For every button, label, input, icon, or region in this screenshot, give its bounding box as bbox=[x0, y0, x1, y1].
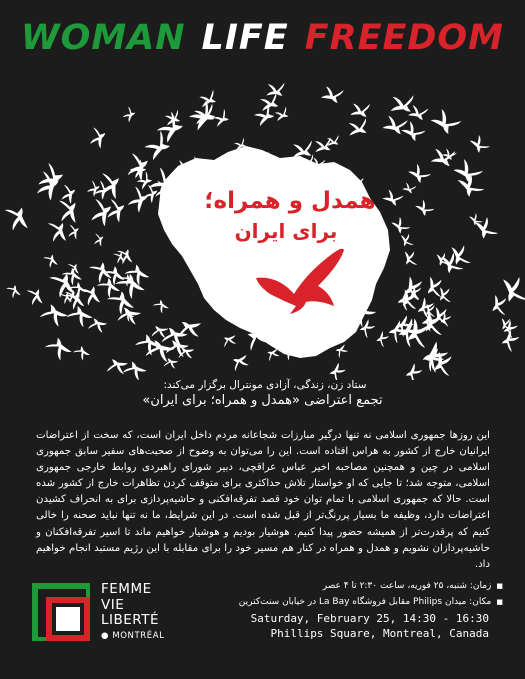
flying-dove-icon bbox=[469, 133, 491, 155]
flying-dove-icon bbox=[401, 234, 414, 247]
flying-dove-icon bbox=[57, 183, 79, 205]
logo-line3: LIBERTÉ bbox=[101, 612, 159, 628]
flying-dove-icon bbox=[43, 254, 58, 269]
flying-dove-icon bbox=[106, 356, 130, 380]
flying-dove-icon bbox=[429, 104, 463, 138]
detail-place: ■ مکان: میدان Philips مقابل فروشگاه La Bay در خیابان سنت‌کترین bbox=[238, 597, 503, 607]
flying-dove-icon bbox=[335, 344, 349, 358]
flying-dove-icon bbox=[437, 286, 454, 303]
event-details bbox=[203, 578, 503, 610]
logo-line2: VIE bbox=[101, 596, 125, 613]
headline-woman: WOMAN bbox=[20, 18, 186, 58]
flying-dove-icon bbox=[6, 284, 21, 299]
flying-dove-icon bbox=[94, 171, 124, 201]
flying-dove-icon bbox=[134, 331, 162, 359]
logo-city: ● MONTRÉAL bbox=[101, 630, 165, 641]
flying-dove-icon bbox=[141, 130, 172, 161]
hero-illustration bbox=[0, 62, 525, 380]
flying-dove-icon bbox=[64, 224, 81, 241]
flying-dove-icon bbox=[85, 197, 116, 228]
flying-dove-icon bbox=[84, 180, 102, 198]
flying-dove-icon bbox=[46, 222, 67, 243]
flying-dove-icon bbox=[177, 317, 203, 343]
headline-freedom: FREEDOM bbox=[304, 18, 505, 58]
flying-dove-icon bbox=[319, 81, 345, 107]
organizer-line: ستاد زن، زندگی، آزادی مونترال برگزار می‌کند: bbox=[163, 379, 367, 391]
flying-dove-icon bbox=[503, 277, 525, 302]
flying-dove-icon bbox=[474, 215, 498, 239]
flying-dove-icon bbox=[38, 301, 69, 332]
flying-dove-icon bbox=[407, 100, 430, 123]
english-date: Saturday, February 25, 14:30 - 16:30 bbox=[250, 612, 489, 625]
flying-dove-icon bbox=[150, 323, 169, 342]
flying-dove-icon bbox=[152, 298, 169, 315]
flying-dove-icon bbox=[469, 212, 483, 226]
flying-dove-icon bbox=[429, 142, 457, 170]
flying-dove-icon bbox=[389, 90, 416, 117]
flying-dove-icon bbox=[54, 199, 80, 225]
flying-dove-icon bbox=[233, 355, 249, 371]
flying-dove-icon bbox=[381, 110, 410, 139]
detail-time: ■ زمان: شنبه، ۲۵ فوریه، ساعت ۲:۳۰ تا ۴ عصر bbox=[322, 581, 503, 591]
english-details bbox=[229, 611, 489, 641]
flying-dove-icon bbox=[403, 250, 419, 266]
flying-dove-icon bbox=[348, 117, 368, 137]
flying-dove-icon bbox=[44, 335, 73, 364]
flying-dove-icon bbox=[121, 358, 148, 380]
flying-dove-icon bbox=[499, 329, 524, 354]
flying-dove-icon bbox=[27, 289, 43, 305]
map-title-line1: همدل و همراه؛ bbox=[204, 188, 376, 214]
flying-dove-icon bbox=[186, 99, 218, 131]
flying-dove-icon bbox=[403, 362, 426, 380]
flying-dove-icon bbox=[199, 90, 217, 108]
flying-dove-icon bbox=[72, 344, 90, 362]
fvl-logo-text bbox=[101, 582, 165, 644]
flying-dove-icon bbox=[211, 109, 230, 128]
flying-dove-icon bbox=[452, 154, 484, 186]
flying-dove-icon bbox=[407, 160, 432, 185]
flying-dove-icon bbox=[85, 126, 109, 150]
flying-dove-icon bbox=[400, 117, 427, 144]
flying-dove-icon bbox=[223, 335, 236, 348]
flying-dove-icon bbox=[414, 197, 435, 218]
flying-dove-icon bbox=[123, 185, 152, 214]
body-paragraph: این روزها جمهوری اسلامی نه تنها درگیر مبارزات شجاعانه مردم داخل ایران است، که سخت از اعتراضات ایرانیان خارج از کشور به هراس افتاده است. این را می‌توان به وضوح از صحبت‌های سفیر سابق جمهوری اسلامی در چین و همچنین مصاحبه اخیر عباس عراقچی، دبیر شورای راهبردی روابط خارجی جمهوری اسلامی، متوجه شد؛ تا جایی که او خواستار تلاش حداکثری برای متوقف کردن تظاهرات خارج از کشور شده است. حالا که جمهوری اسلامی با تمام توان خود قصد تفرقه‌افکنی و حاشیه‌پردازی برای به انحراف کشیدن اعتراضات دارد، وظیفه ما بسیار پررنگ‌تر از قبل شده است. در این شرایط، ما نه تنها نباید صحنه را خالی کنیم که پرقدرت‌تر از همیشه حضور پیدا کنیم. هوشیار بودیم و هوشیار خواهیم ماند تا اسیر تفرقه‌افکنان و حاشیه‌پردازان نشویم و همدل و همراه در کنار هم مسیر خود را برای مقابله با این رژیم مستبد انجام خواهیم داد. bbox=[36, 430, 490, 570]
flying-dove-icon bbox=[349, 98, 372, 121]
fvl-logo-icon bbox=[32, 583, 90, 641]
flying-dove-icon bbox=[401, 180, 417, 196]
headline bbox=[0, 18, 525, 58]
flying-dove-icon bbox=[121, 151, 152, 182]
flying-dove-icon bbox=[452, 245, 471, 264]
map-title-line2: برای ایران bbox=[234, 219, 338, 243]
flying-dove-icon bbox=[87, 315, 109, 337]
flying-dove-icon bbox=[5, 207, 28, 230]
english-location: Phillips Square, Montreal, Canada bbox=[270, 627, 489, 640]
flying-dove-icon bbox=[164, 110, 180, 126]
flying-dove-icon bbox=[391, 215, 411, 235]
flying-dove-icon bbox=[489, 294, 512, 317]
headline-life: LIFE bbox=[201, 18, 289, 58]
flying-dove-icon bbox=[117, 249, 133, 265]
flying-dove-icon bbox=[326, 134, 340, 148]
flying-dove-icon bbox=[327, 362, 349, 380]
flying-dove-icon bbox=[120, 106, 138, 124]
logo-line1: FEMME bbox=[101, 581, 152, 597]
flying-dove-icon bbox=[274, 106, 289, 121]
flying-dove-icon bbox=[91, 233, 106, 248]
event-title: تجمع اعتراضی «همدل و همراه؛ برای ایران» bbox=[142, 393, 383, 408]
flying-dove-icon bbox=[30, 169, 63, 202]
flying-dove-icon bbox=[381, 185, 404, 208]
flying-dove-icon bbox=[437, 253, 450, 266]
flying-dove-icon bbox=[152, 110, 186, 144]
